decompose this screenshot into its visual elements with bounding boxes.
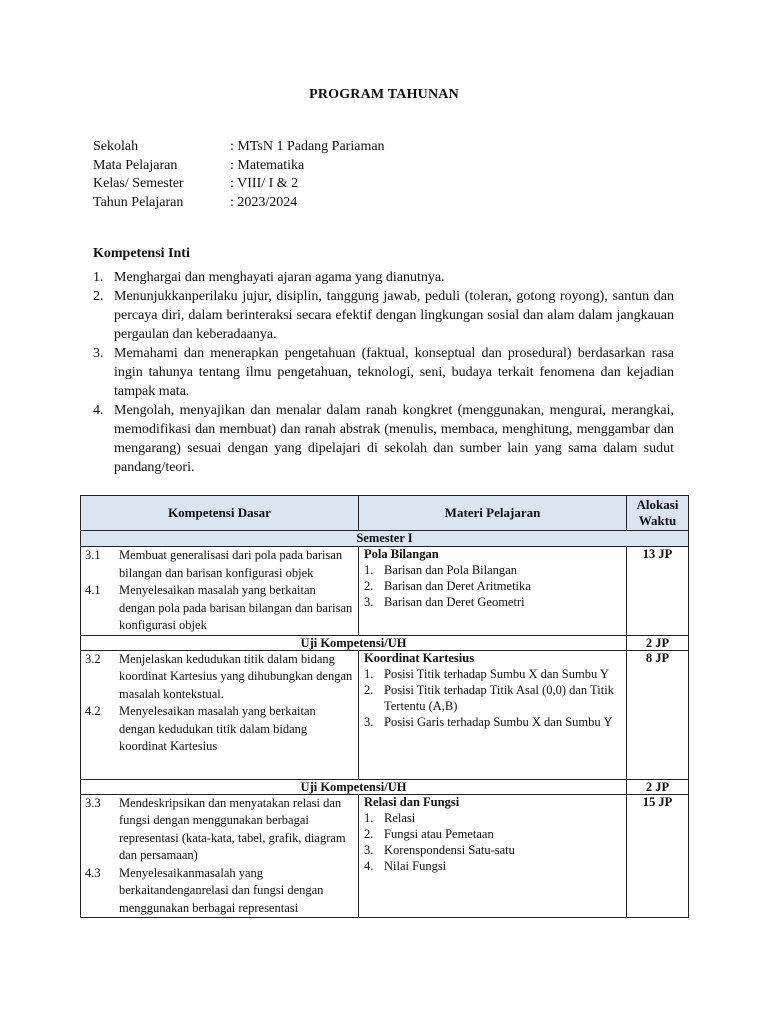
materi-text: Posisi Titik terhadap Titik Asal (0,0) dan Titik Tertentu (A,B) bbox=[384, 682, 614, 713]
info-value: : Matematika bbox=[230, 157, 305, 173]
header-alokasi: Alokasi Waktu bbox=[627, 496, 689, 531]
materi-number: 2. bbox=[364, 682, 374, 697]
materi-text: Relasi bbox=[384, 810, 416, 825]
info-label: Mata Pelajaran bbox=[93, 157, 178, 173]
uji-row bbox=[81, 779, 689, 794]
materi-item bbox=[359, 594, 626, 610]
ki-text: Menunjukkanperilaku jujur, disiplin, tanggung jawab, peduli (toleran, gotong royong), santun dan percaya diri, dalam berinteraksi secara efektif dengan lingkungan sosial dan alam dalam jangkauan pergaulan dan keberadaanya. bbox=[114, 289, 674, 342]
kd-table bbox=[80, 495, 689, 918]
materi-item bbox=[359, 858, 626, 874]
table-header-row bbox=[81, 496, 689, 531]
table-row bbox=[81, 547, 689, 636]
info-value: : 2023/2024 bbox=[230, 194, 298, 210]
info-value: : VIII/ I & 2 bbox=[230, 176, 299, 191]
info-row-mata-pelajaran bbox=[93, 157, 385, 176]
materi-title: Koordinat Kartesius bbox=[364, 650, 475, 665]
materi-text: Barisan dan Deret Geometri bbox=[384, 595, 525, 609]
materi-item bbox=[359, 826, 626, 842]
materi-item bbox=[359, 810, 626, 826]
kd-item bbox=[81, 703, 358, 756]
kd-number: 3.1 bbox=[85, 548, 101, 562]
materi-number: 3. bbox=[364, 714, 374, 729]
ki-text: Mengolah, menyajikan dan menalar dalam ranah kongkret (menggunakan, mengurai, merangkai, memodifikasi dan membuat) dan ranah abstrak (menulis, membaca, menghitung, menggambar dan mengarang) sesuai dengan yang dipelajari di sekolah dan sumber lain yang sama dalam sudut pandang/teori. bbox=[114, 403, 674, 475]
info-row-kelas-semester bbox=[93, 175, 385, 194]
ki-number: 1. bbox=[93, 270, 104, 285]
kd-item bbox=[81, 865, 358, 918]
kd-text: Menyelesaikan masalah yang berkaitan dengan kedudukan titik dalam bidang koordinat Kartesius bbox=[119, 704, 316, 753]
materi-item bbox=[359, 578, 626, 594]
kd-cell bbox=[81, 650, 359, 779]
kd-text: Membuat generalisasi dari pola pada barisan bilangan dan barisan konfigurasi objek bbox=[119, 548, 343, 580]
kd-cell bbox=[81, 547, 359, 636]
materi-number: 3. bbox=[364, 595, 374, 609]
kd-number: 3.2 bbox=[85, 651, 101, 666]
ki-text: Menghargai dan menghayati ajaran agama yang dianutnya. bbox=[114, 270, 445, 285]
ki-list bbox=[93, 268, 674, 477]
materi-text: Korenspondensi Satu-satu bbox=[384, 842, 515, 857]
page-title: PROGRAM TAHUNAN bbox=[309, 87, 459, 102]
kd-item bbox=[81, 651, 358, 704]
semester-label: Semester I bbox=[81, 531, 689, 547]
materi-cell bbox=[359, 650, 627, 779]
kd-number: 3.3 bbox=[85, 795, 101, 810]
jp-cell: 8 JP bbox=[627, 650, 689, 779]
uji-label: Uji Kompetensi/UH bbox=[81, 635, 627, 650]
kd-item bbox=[81, 795, 358, 865]
materi-item bbox=[359, 562, 626, 578]
materi-text: Posisi Titik terhadap Sumbu X dan Sumbu Y bbox=[384, 666, 609, 681]
materi-title: Pola Bilangan bbox=[364, 547, 439, 561]
materi-cell bbox=[359, 794, 627, 918]
kd-number: 4.2 bbox=[85, 704, 101, 718]
kd-number: 4.3 bbox=[85, 865, 101, 880]
kd-item bbox=[81, 582, 358, 635]
ki-number: 3. bbox=[93, 346, 104, 361]
ki-item bbox=[93, 268, 674, 287]
ki-number: 2. bbox=[93, 289, 104, 304]
table-row bbox=[81, 650, 689, 779]
info-label: Kelas/ Semester bbox=[93, 176, 184, 191]
table-row bbox=[81, 794, 689, 918]
info-row-tahun-pelajaran bbox=[93, 194, 385, 213]
materi-cell bbox=[359, 547, 627, 636]
info-row-sekolah bbox=[93, 138, 385, 157]
materi-title: Relasi dan Fungsi bbox=[364, 794, 460, 809]
materi-item bbox=[359, 714, 626, 730]
info-label: Tahun Pelajaran bbox=[93, 194, 184, 210]
info-value: : MTsN 1 Padang Pariaman bbox=[230, 139, 385, 154]
jp-cell: 15 JP bbox=[627, 794, 689, 918]
materi-item bbox=[359, 682, 626, 714]
ki-item bbox=[93, 344, 674, 401]
kd-text: Mendeskripsikan dan menyatakan relasi dan fungsi dengan menggunakan berbagai representasi (kata-kata, tabel, grafik, diagram dan persamaan) bbox=[119, 795, 346, 862]
kd-number: 4.1 bbox=[85, 583, 101, 597]
uji-jp: 2 JP bbox=[627, 635, 689, 650]
materi-text: Barisan dan Pola Bilangan bbox=[384, 563, 517, 577]
ki-heading: Kompetensi Inti bbox=[93, 246, 190, 261]
materi-number: 2. bbox=[364, 826, 374, 841]
info-block bbox=[93, 138, 385, 212]
ki-item bbox=[93, 287, 674, 344]
kd-cell bbox=[81, 794, 359, 918]
header-materi: Materi Pelajaran bbox=[359, 496, 627, 531]
materi-text: Barisan dan Deret Aritmetika bbox=[384, 579, 531, 593]
materi-text: Fungsi atau Pemetaan bbox=[384, 826, 494, 841]
uji-row bbox=[81, 635, 689, 650]
materi-item bbox=[359, 666, 626, 682]
materi-text: Posisi Garis terhadap Sumbu X dan Sumbu Y bbox=[384, 714, 613, 729]
uji-label: Uji Kompetensi/UH bbox=[81, 779, 627, 794]
kd-text: Menyelesaikanmasalah yang berkaitandenganrelasi dan fungsi dengan menggunakan berbagai representasi bbox=[119, 865, 324, 915]
materi-number: 2. bbox=[364, 579, 374, 593]
materi-number: 1. bbox=[364, 666, 374, 681]
ki-number: 4. bbox=[93, 403, 104, 418]
header-kd: Kompetensi Dasar bbox=[81, 496, 359, 531]
kd-text: Menyelesaikan masalah yang berkaitan dengan pola pada barisan bilangan dan barisan konfigurasi objek bbox=[119, 583, 353, 632]
uji-jp: 2 JP bbox=[627, 779, 689, 794]
materi-text: Nilai Fungsi bbox=[384, 858, 447, 873]
kd-item bbox=[81, 547, 358, 582]
materi-number: 1. bbox=[364, 563, 374, 577]
materi-number: 1. bbox=[364, 810, 374, 825]
ki-text: Memahami dan menerapkan pengetahuan (faktual, konseptual dan prosedural) berdasarkan rasa ingin tahunya tentang ilmu pengetahuan, teknologi, seni, budaya terkait fenomena dan kejadian tampak mata. bbox=[114, 346, 674, 399]
materi-number: 3. bbox=[364, 842, 374, 857]
info-label: Sekolah bbox=[93, 139, 139, 154]
materi-item bbox=[359, 842, 626, 858]
ki-item bbox=[93, 401, 674, 477]
jp-cell: 13 JP bbox=[627, 547, 689, 636]
semester-row bbox=[81, 531, 689, 547]
materi-number: 4. bbox=[364, 858, 374, 873]
kd-text: Menjelaskan kedudukan titik dalam bidang koordinat Kartesius yang dihubungkan dengan masalah kontekstual. bbox=[119, 651, 353, 701]
